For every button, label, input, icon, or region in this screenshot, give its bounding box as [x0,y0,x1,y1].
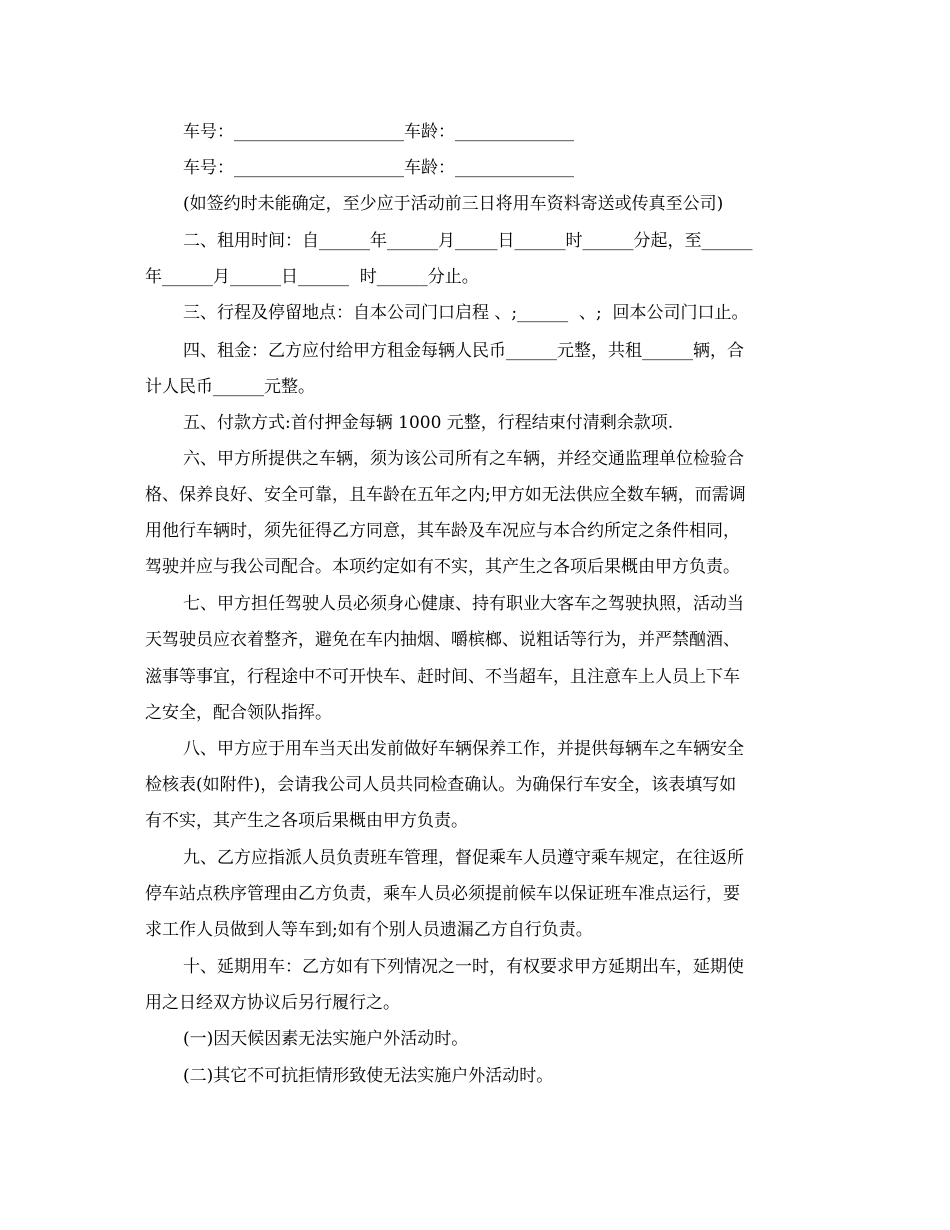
clause-7-line-3: 滋事等事宜，行程途中不可开快车、赶时间、不当超车，且注意车上人员上下车 [145,667,740,687]
clause-10-line-2: 用之日经双方协议后另行履行之。 [145,993,400,1013]
clause-4-line-2: 计人民币______元整。 [145,377,315,397]
clause-5-line-1: 五、付款方式:首付押金每辆 1000 元整，行程结束付清剩余款项. [183,413,674,433]
signing-note: (如签约时未能确定，至少应于活动前三日将用车资料寄送或传真至公司) [183,194,724,214]
clause-7-line-4: 之安全，配合领队指挥。 [145,703,332,723]
clause-10-item-1: (一)因天候因素无法实施户外活动时。 [183,1029,469,1049]
clause-3-line-1: 三、行程及停留地点：自本公司门口启程 、;______ 、; 回本公司门口止。 [183,303,749,323]
clause-4-line-1: 四、租金：乙方应付给甲方租金每辆人民币______元整，共租______辆，合 [183,341,744,361]
clause-10-line-1: 十、延期用车：乙方如有下列情况之一时，有权要求甲方延期出车，延期使 [183,957,744,977]
clause-2-line-2: 年______月______日______ 时______分止。 [145,267,479,287]
clause-7-line-2: 天驾驶员应衣着整齐，避免在车内抽烟、嚼槟榔、说粗话等行为，并严禁酗酒、 [145,630,740,650]
vehicle-number-line-2: 车号：____________________车龄：______________ [183,158,574,178]
clause-6-line-2: 格、保养良好、安全可靠，且车龄在五年之内;甲方如无法供应全数车辆，而需调 [145,485,746,505]
clause-9-line-2: 停车站点秩序管理由乙方负责，乘车人员必须提前候车以保证班车准点运行，要 [145,884,740,904]
clause-8-line-2: 检核表(如附件)，会请我公司人员共同检查确认。为确保行车安全，该表填写如 [145,775,737,795]
clause-6-line-4: 驾驶并应与我公司配合。本项约定如有不实，其产生之各项后果概由甲方负责。 [145,557,740,577]
clause-2-line-1: 二、租用时间：自______年______月_____日______时______分起，至______ [183,231,753,251]
clause-8-line-1: 八、甲方应于用车当天出发前做好车辆保养工作，并提供每辆车之车辆安全 [183,739,744,759]
clause-6-line-3: 用他行车辆时，须先征得乙方同意，其车龄及车况应与本合约所定之条件相同， [145,521,740,541]
clause-9-line-1: 九、乙方应指派人员负责班车管理，督促乘车人员遵守乘车规定，在往返所 [183,848,744,868]
clause-9-line-3: 求工作人员做到人等车到;如有个别人员遗漏乙方自行负责。 [145,920,593,940]
clause-6-line-1: 六、甲方所提供之车辆，须为该公司所有之车辆，并经交通监理单位检验合 [183,449,744,469]
clause-8-line-3: 有不实，其产生之各项后果概由甲方负责。 [145,811,468,831]
clause-7-line-1: 七、甲方担任驾驶人员必须身心健康、持有职业大客车之驾驶执照，活动当 [183,594,744,614]
vehicle-number-line-1: 车号：____________________车龄：______________ [183,122,574,142]
clause-10-item-2: (二)其它不可抗拒情形致使无法实施户外活动时。 [183,1066,554,1086]
